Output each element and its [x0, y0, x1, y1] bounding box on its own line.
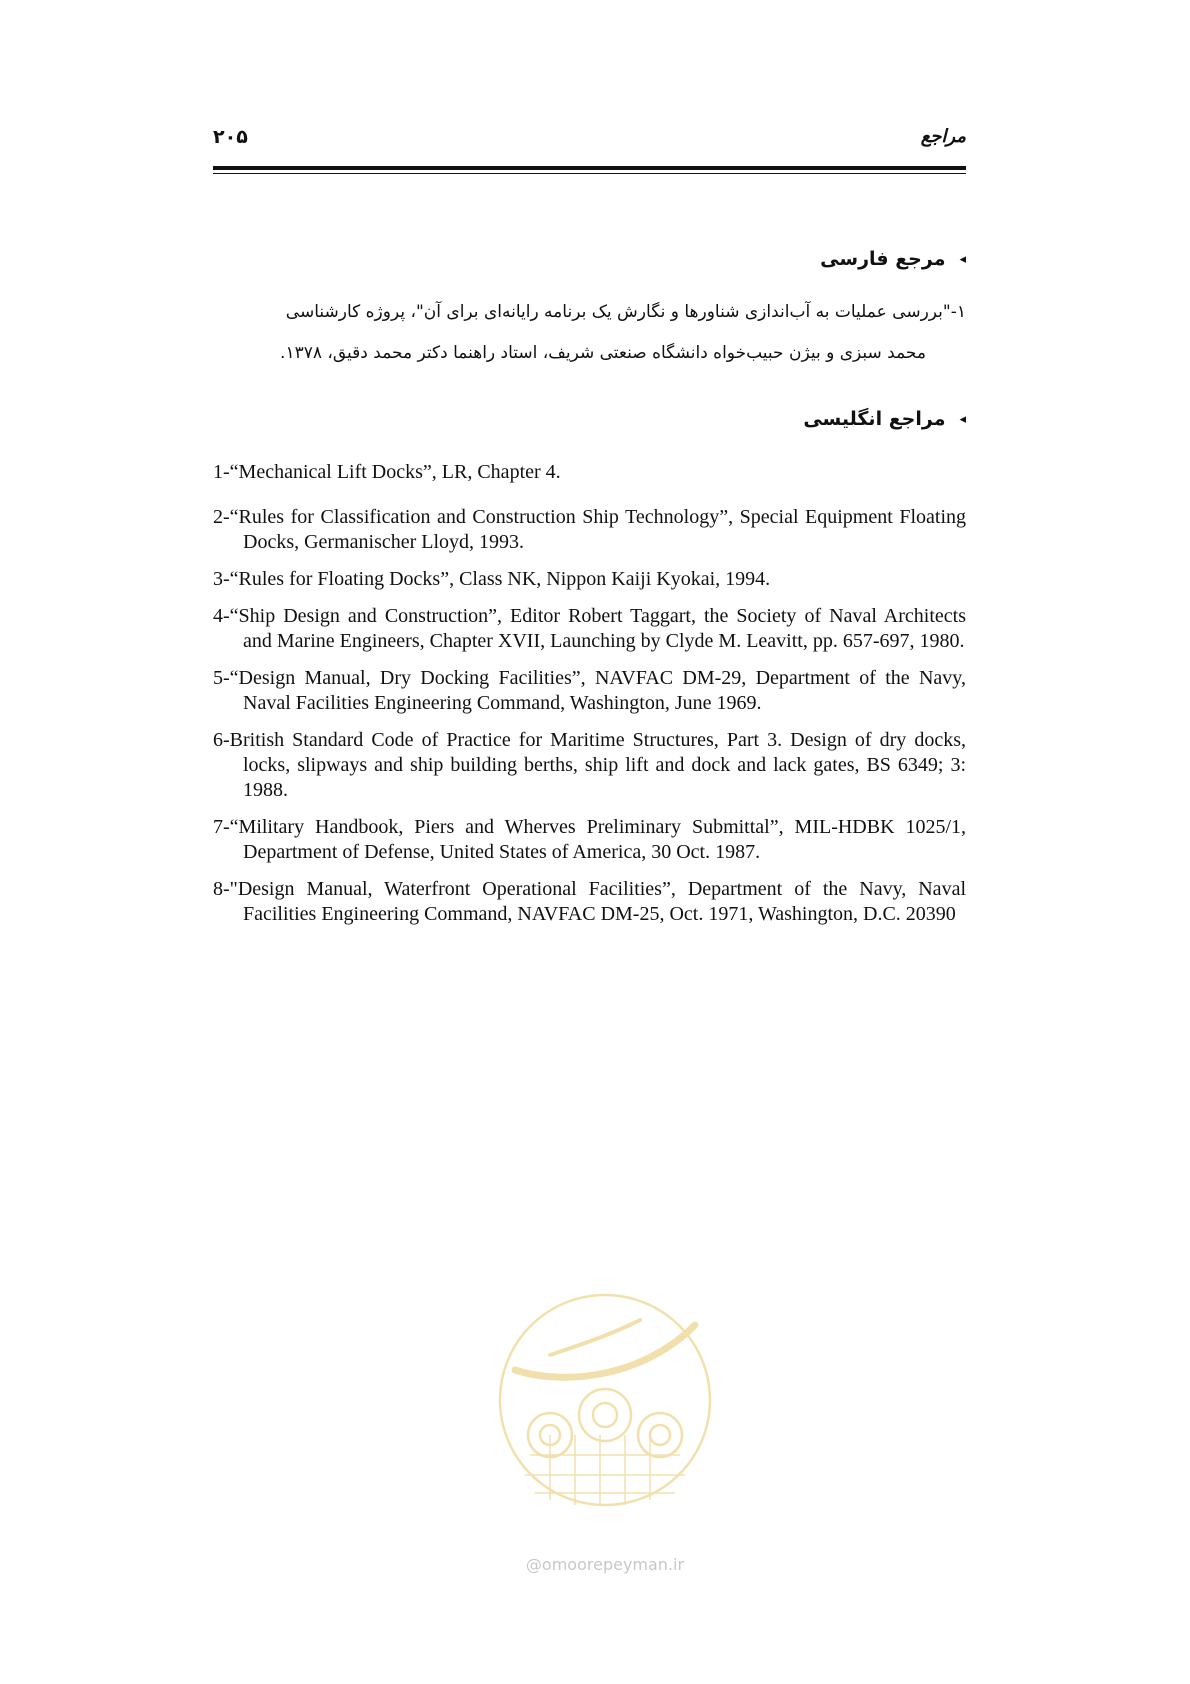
- gear-center-icon: [579, 1389, 631, 1441]
- header-rule-thick: [213, 166, 966, 170]
- english-heading-text: مراجع انگلیسی: [803, 408, 946, 430]
- header-rule-thin: [213, 173, 966, 174]
- watermark-ring: [500, 1295, 710, 1505]
- watermark-site-text: @omoorepeyman.ir: [525, 1555, 685, 1574]
- reference-item: 4-“Ship Design and Construction”, Editor Robert Taggart, the Society of Naval Architects and Marine Engineers, Chapter XVII, Launching by Clyde M. Leavitt, pp. 657-697, 1980.: [213, 605, 966, 652]
- reference-item: 3-“Rules for Floating Docks”, Class NK, Nippon Kaiji Kyokai, 1994.: [213, 568, 771, 590]
- persian-reference: [213, 292, 966, 374]
- page-number: ۲۰۵: [213, 126, 248, 148]
- running-header: [213, 126, 966, 156]
- persian-reference-line-2: محمد سبزی و بیژن حبیب‌خواه دانشگاه صنعتی شریف، استاد راهنما دکتر محمد دقیق، ۱۳۷۸.: [280, 343, 926, 363]
- reference-item: 6-British Standard Code of Practice for Maritime Structures, Part 3. Design of dry docks, locks, slipways and ship building berths, ship lift and dock and lack gates, BS 6349; 3: 1988.: [213, 729, 966, 801]
- running-title: مراجع: [920, 126, 966, 147]
- english-references-heading: [803, 408, 966, 430]
- persian-heading-text: مرجع فارسی: [820, 248, 946, 270]
- triangle-marker-icon: ◂: [959, 252, 966, 267]
- triangle-marker-icon: ◂: [959, 412, 966, 427]
- reference-item: 2-“Rules for Classification and Construction Ship Technology”, Special Equipment Floating Docks, Germanischer Lloyd, 1993.: [213, 506, 966, 553]
- reference-item: 1-“Mechanical Lift Docks”, LR, Chapter 4.: [213, 461, 561, 483]
- english-reference-list: [213, 460, 966, 939]
- persian-reference-line-1: ۱-"بررسی عملیات به آب‌اندازی شناورها و نگارش یک برنامه رایانه‌ای برای آن"، پروژه کارشناسی: [285, 302, 966, 322]
- reference-item: 7-“Military Handbook, Piers and Wherves Preliminary Submittal”, MIL-HDBK 1025/1, Department of Defense, United States of America, 30 Oct. 1987.: [213, 816, 966, 863]
- watermark-logo: [490, 1285, 720, 1585]
- persian-references-heading: [820, 248, 966, 270]
- gear-right-icon: [638, 1413, 682, 1457]
- reference-item: 5-“Design Manual, Dry Docking Facilities”, NAVFAC DM-29, Department of the Navy, Naval Facilities Engineering Command, Washington, June 1969.: [213, 667, 966, 714]
- reference-item: 8-"Design Manual, Waterfront Operational Facilities”, Department of the Navy, Naval Facilities Engineering Command, NAVFAC DM-25, Oct. 1971, Washington, D.C. 20390: [213, 878, 966, 925]
